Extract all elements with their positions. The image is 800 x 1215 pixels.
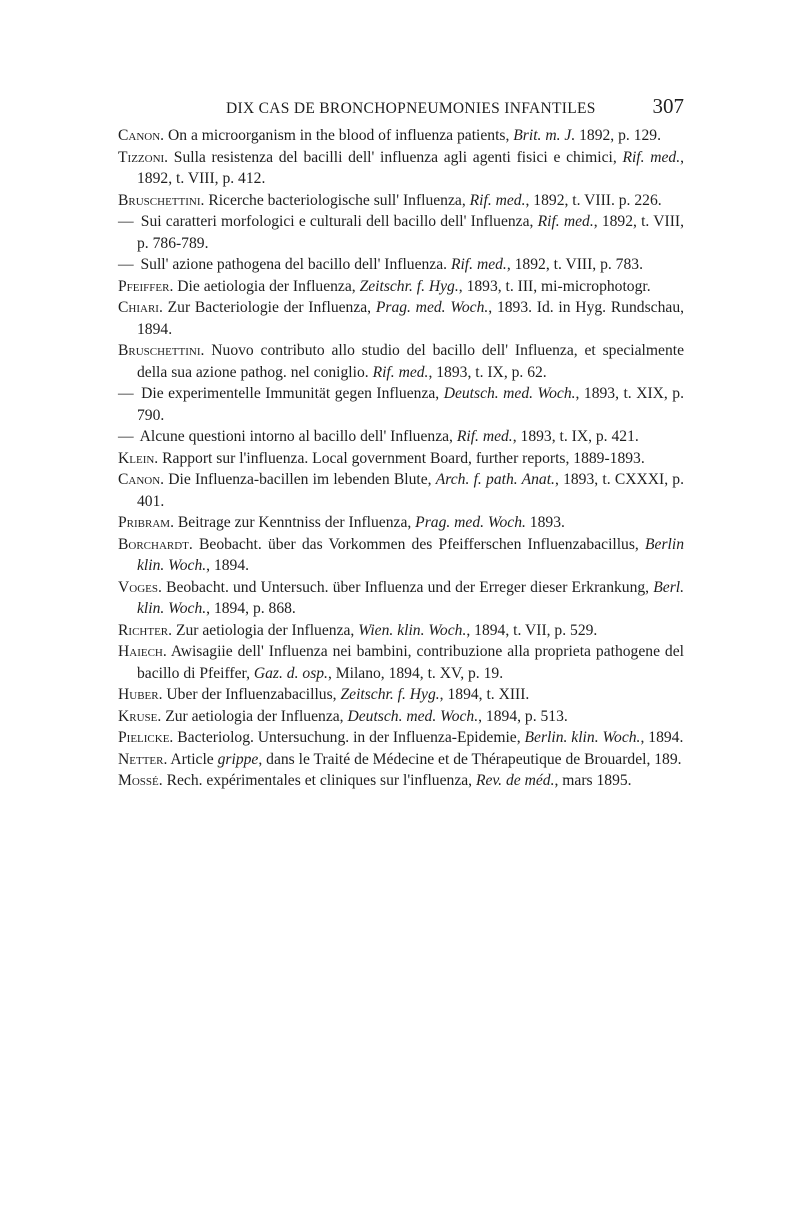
running-head [118, 94, 684, 124]
entry-title: Die experimentelle Immunität gegen Influenza, [141, 385, 444, 402]
entry-journal: Zeitschr. f. Hyg. [359, 277, 459, 295]
entry-author: Bruschettini. [118, 342, 205, 359]
entry-details: , 1893. Id. in Hyg. Rundschau, 1894. [137, 299, 685, 338]
running-title: DIX CAS DE BRONCHOPNEUMONIES INFANTILES [226, 100, 596, 117]
bibliography-entry [118, 534, 684, 577]
entry-author: Kruse. [118, 707, 162, 725]
entry-author: Borchardt. [118, 535, 193, 553]
entry-author: Voges. [118, 578, 162, 596]
entry-journal: Berlin. klin. Woch. [524, 729, 641, 746]
entry-details: 1893. [525, 514, 565, 531]
entry-author: Mossé. [118, 772, 163, 789]
entry-title: Sulla resistenza del bacilli dell' influenza agli agenti fisici e chimici, [173, 148, 623, 166]
entry-details: , 1893, t. CXXXI, p. 401. [137, 471, 685, 510]
entry-details: , 1893, t. IX, p. 421. [512, 428, 639, 445]
bibliography-entry [118, 577, 684, 620]
entry-details: , 1894, p. 868. [206, 600, 296, 617]
entry-title: Die Influenza-bacillen im lebenden Blute, [168, 471, 436, 488]
entry-author: Bruschettini. [118, 191, 205, 209]
entry-details: , mars 1895. [554, 772, 632, 789]
entry-title: Ricerche bacteriologische sull' Influenza, [208, 191, 470, 209]
entry-author: — [118, 213, 134, 230]
entry-journal: Rif. med. [450, 256, 507, 273]
entry-details: , 1893, t. IX, p. 62. [428, 363, 547, 381]
entry-details: , Milano, 1894, t. XV, p. 19. [327, 664, 504, 682]
entry-details: , 1892, t. VIII, p. 783. [506, 256, 643, 273]
entry-author: — [118, 256, 134, 273]
entry-journal: Berlin klin. Woch. [137, 535, 684, 574]
entry-journal: Arch. f. path. Anat. [435, 471, 555, 488]
bibliography-entry [118, 147, 684, 190]
entry-title: Beobacht. und Untersuch. über Influenza und der Erreger dieser Erkrankung, [166, 578, 654, 596]
bibliography-entry [118, 276, 684, 298]
bibliography-entry [118, 211, 684, 254]
entry-journal: Rif. med. [537, 213, 594, 230]
bibliography-entry [118, 641, 684, 684]
entry-title: Article [170, 750, 218, 768]
entry-title: Uber der Influenzabacillus, [166, 686, 341, 703]
entry-title: Rech. expérimentales et cliniques sur l'influenza, [166, 772, 476, 789]
bibliography-entry [118, 620, 684, 642]
entry-author: Canon. [118, 471, 165, 488]
bibliography-entry [118, 448, 684, 470]
entry-title: Bacteriolog. Untersuchung. in der Influenza-Epidemie, [177, 729, 525, 746]
bibliography-entry [118, 340, 684, 383]
entry-journal: Deutsch. med. Woch. [347, 707, 479, 725]
entry-details: , 1894, t. VII, p. 529. [466, 621, 598, 639]
bibliography-entry [118, 727, 684, 749]
entry-author: Netter. [118, 750, 168, 768]
page-number: 307 [652, 94, 684, 118]
entry-title: Nuovo contributo allo studio del bacillo dell' Influenza, et specialmente della sua azione pathog. nel coniglio. [137, 342, 684, 381]
entry-author: — [118, 385, 134, 402]
entry-title: Awisagiie dell' Influenza nei bambini, contribuzione alla proprieta pathogene del bacillo di Pfeiffer, [137, 643, 684, 682]
entry-journal: grippe [217, 750, 259, 768]
entry-author: Pielicke. [118, 729, 174, 746]
entry-author: Tizzoni. [118, 148, 169, 166]
entry-title: Sull' azione pathogena del bacillo dell' Influenza. [140, 256, 451, 273]
entry-title: Die aetiologia der Influenza, [177, 277, 360, 295]
entry-journal: Rif. med. [456, 428, 513, 445]
bibliography-entry [118, 125, 684, 147]
entry-journal: Wien. klin. Woch. [358, 621, 467, 639]
entry-title: Zur aetiologia der Influenza, [175, 621, 359, 639]
entry-details: , 1892, t. VIII, p. 412. [137, 148, 685, 187]
bibliography-entry [118, 684, 684, 706]
bibliography-entry [118, 770, 684, 792]
entry-title: Rapport sur l'influenza. Local government Board, further reports, 1889-1893. [162, 449, 645, 467]
entry-journal: Berl. klin. Woch. [137, 578, 684, 617]
entry-author: Chiari. [118, 299, 163, 316]
entry-details: , 1894. [206, 557, 250, 574]
entry-journal: Rif. med. [469, 191, 526, 209]
entry-details: , 1893, t. XIX, p. 790. [137, 385, 684, 424]
entry-journal: Deutsch. med. Woch. [443, 385, 576, 402]
bibliography-entry [118, 426, 684, 448]
entry-author: Klein. [118, 449, 159, 467]
entry-title: Alcune questioni intorno al bacillo dell' Influenza, [139, 428, 457, 445]
entry-journal: Rif. med. [372, 363, 429, 381]
entry-details: 1892, p. 129. [575, 127, 661, 144]
entry-details: , 1893, t. III, mi-microphotogr. [458, 277, 651, 295]
entry-journal: Rev. de méd. [475, 772, 555, 789]
entry-details: , 1892, t. VIII. p. 226. [525, 191, 662, 209]
entry-journal: Prag. med. Woch. [415, 514, 526, 531]
entry-title: Sui caratteri morfologici e culturali dell bacillo dell' Influenza, [140, 213, 538, 230]
bibliography-entry [118, 383, 684, 426]
entry-details: , 1894, t. XIII. [439, 686, 530, 703]
bibliography-entry [118, 190, 684, 212]
entry-journal: Prag. med. Woch. [375, 299, 489, 316]
entry-details: , 1894, p. 513. [478, 707, 568, 725]
entry-author: Pfeiffer. [118, 277, 174, 295]
bibliography-entry [118, 749, 684, 771]
bibliography-entry [118, 512, 684, 534]
entry-journal: Brit. m. J. [513, 127, 576, 144]
entry-title: On a microorganism in the blood of influenza patients, [167, 127, 514, 144]
entry-title: Zur Bacteriologie der Influenza, [167, 299, 376, 316]
entry-author: — [118, 428, 134, 445]
entry-journal: Zeitschr. f. Hyg. [340, 686, 440, 703]
entry-details: , dans le Traité de Médecine et de Thérapeutique de Brouardel, 189. [258, 750, 682, 768]
entry-title: Beobacht. über das Vorkommen des Pfeifferschen Influenzabacillus, [199, 535, 646, 553]
entry-journal: Gaz. d. osp. [253, 664, 328, 682]
bibliography-entry [118, 469, 684, 512]
bibliography-entry [118, 297, 684, 340]
entry-title: Beitrage zur Kenntniss der Influenza, [177, 514, 416, 531]
entry-author: Huber. [118, 686, 163, 703]
entry-author: Richter. [118, 621, 173, 639]
entry-author: Pribram. [118, 514, 174, 531]
entry-author: Haiech. [118, 643, 167, 660]
bibliography-list [118, 125, 684, 792]
entry-details: , 1894. [640, 729, 684, 746]
entry-title: Zur aetiologia der Influenza, [165, 707, 348, 725]
bibliography-entry [118, 254, 684, 276]
entry-journal: Rif. med. [622, 148, 681, 166]
entry-author: Canon. [118, 127, 165, 144]
bibliography-entry [118, 706, 684, 728]
entry-details: , 1892, t. VIII, p. 786-789. [137, 213, 684, 252]
